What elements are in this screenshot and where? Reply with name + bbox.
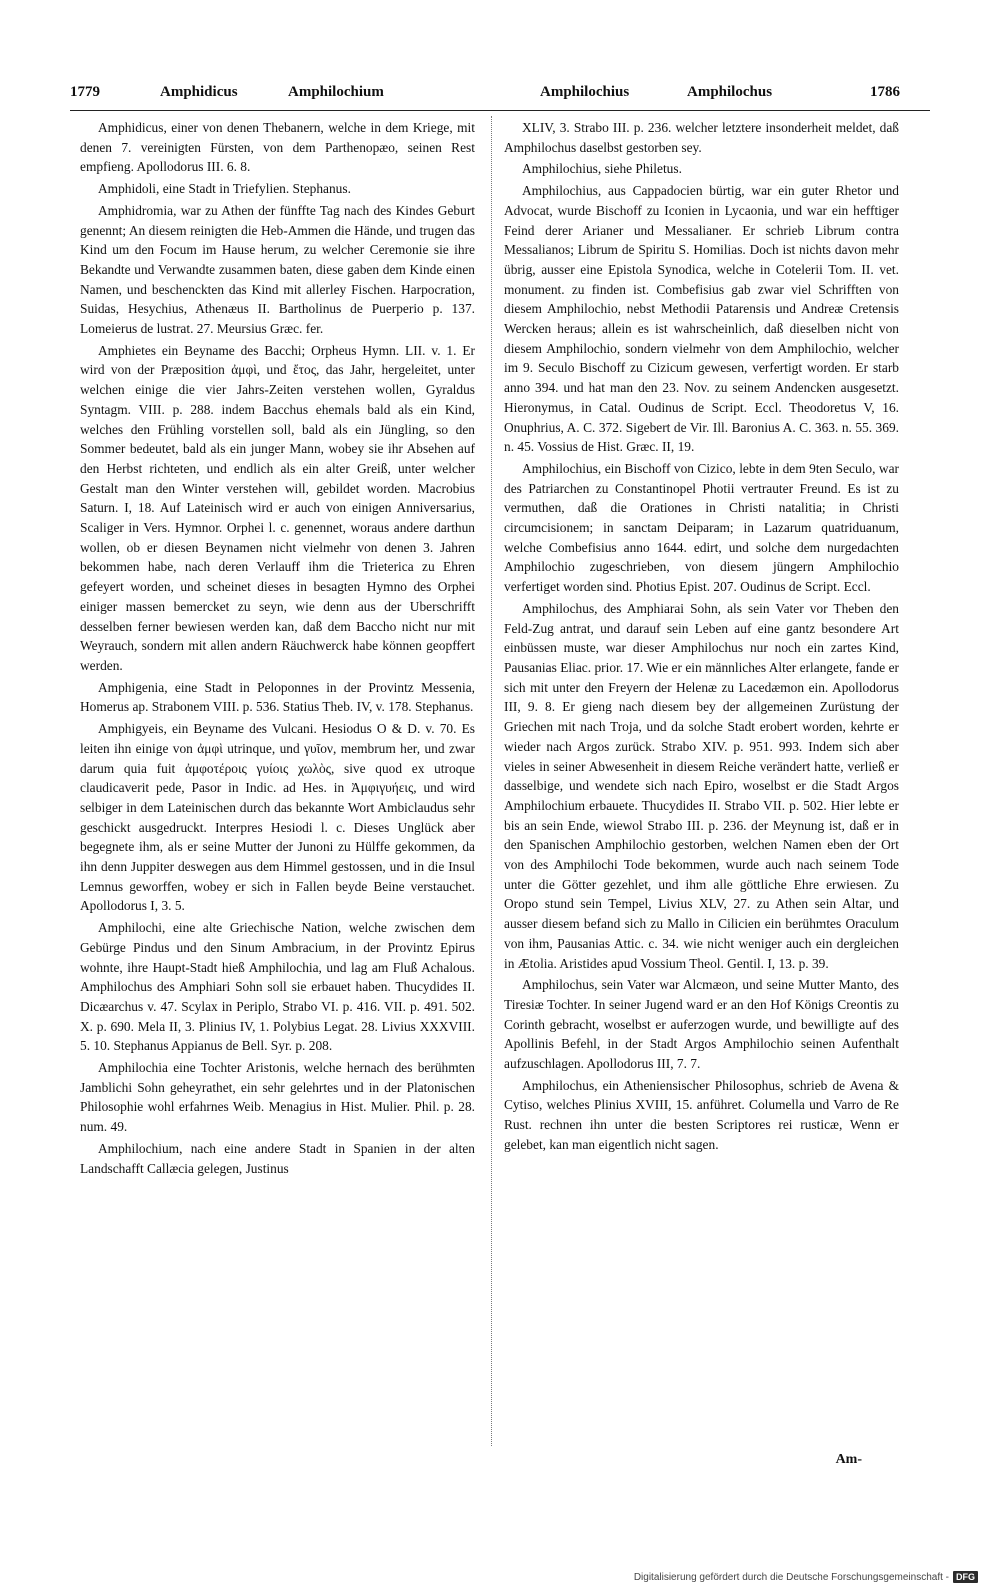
entry-amphidoli: Amphidoli, eine Stadt in Triefylien. Stephanus. bbox=[98, 181, 351, 197]
entry-amphigenia: Amphigenia, eine Stadt in Peloponnes in der Provintz Messenia, Homerus ap. Strabonem VIII. p. 536. Statius Theb. IV, v. 178. Stephanus. bbox=[80, 679, 475, 715]
header-keyword-left-1: Amphidicus bbox=[160, 84, 238, 100]
entry-amphilochus-son-of-alcmaeon: Amphilochus, sein Vater war Alcmæon, und seine Mutter Manto, des Tiresiæ Tochter. In seiner Jugend ward er an den Hof Königs Creontis zu Corinth gebracht, woselbst er auferzogen wurde, und bewilligte auf des Apollinis Befehl, in der Stadt Argos Amphilochio seinen Aufenthalt aufzuschlagen. Apollodorus III, 7. 7. bbox=[504, 977, 899, 1072]
entry-amphilochium-continued: XLIV, 3. Strabo III. p. 236. welcher letztere insonderheit meldet, daß Amphilochus daselbst gestorben sey. bbox=[504, 120, 899, 155]
entry-amphilochi: Amphilochi, eine alte Griechische Nation, welche zwischen dem Gebürge Pindus und den Sinum Ambracium, in der Provintz Epirus wohnte, ihre Haupt-Stadt hieß Amphilochia, und lag am Fluß Achalous. Amphilochus des Amphiari Sohn soll sie erbauet haben. Thucydides II. Dicæarchus v. 47. Scylax in Periplo, Strabo VI. p. 416. VII. p. 491. 502. X. p. 690. Mela II, 3. Plinius IV, 1. Polybius Legat. 28. Livius XXXVIII. 5. 10. Stephanus Appianus de Bell. Syr. p. 208. bbox=[80, 920, 475, 1054]
entry-amphidicus: Amphidicus, einer von denen Thebanern, welche in dem Kriege, mit denen 7. vereinigten Fürsten, von dem Parthenopæo, seinen Rest empfieng. Apollodorus III. 6. 8. bbox=[80, 120, 475, 175]
page-number-right: 1786 bbox=[870, 84, 900, 100]
entry-amphigyeis: Amphigyeis, ein Beyname des Vulcani. Hesiodus O & D. v. 70. Es leiten ihn einige von ἀμφὶ utrinque, und γυῖον, membrum her, und zwar darum quia fuit ἀμφοτέροις γυίοις χωλὸς, sive quod ex utroque claudicaverit pede, Pasor in Indic. ad Hes. in Ἀμφιγυήεις, und wird selbiger in dem Lateinischen durch das bekannte Wort Ambiclaudus sehr geschickt ausgedruckt. Interpres Hesiodi l. c. Dieses Unglück aber begegnete ihm, als er seine Mutter der Junoni zu Hülffe gekommen, da ihn denn Juppiter deswegen aus dem Himmel gestossen, und in die Insul Lemnus geworffen, wobey er sich in Fallen beyde Beine verstauchet. Apollodorus I, 3. 5. bbox=[80, 721, 475, 914]
digitization-footer bbox=[634, 1571, 978, 1583]
entry-amphietes: Amphietes ein Beyname des Bacchi; Orpheus Hymn. LII. v. 1. Er wird von der Præposition ἀμφὶ, und ἔτος, das Jahr, hergeleitet, unter welchen einige die vier Jahrs-Zeiten verstehen wollen, Gyraldus Syntagm. VIII. p. 288. indem Bacchus ehemals bald als ein Kind, welches den Frühling vorstellen soll, bald als ein Jüngling, so den Sommer bedeutet, bald als ein junger Mann, wobey sie ihr Absehen auf den Herbst richteten, und endlich als ein alter Greiß, unter welcher Gestalt man den Winter verstehen will, gebildet worden. Macrobius Saturn. I, 18. Auf Lateinisch wird er auch von einigen Anniversarius, Scaliger in Vers. Hymnor. Orphei l. c. genennet, woraus andere darthun wollen, ob er diesen Beynamen nicht vielmehr von denen 3. Jahren bekommen habe, nach deren Verlauff ihm die Trieterica zu Ehren gefeyert worden, und scheinet dieses in besagten Hymno des Orphei einiger massen bemercket zu seyn, wie denn aus der Uberschrifft desselben ferner bewiesen werden kan, daß dem Baccho nicht nur mit Weyrauch, sondern mit allen andern Räuchwerck habe können geopffert werden. bbox=[80, 342, 475, 673]
column-divider bbox=[491, 116, 493, 1446]
header-keyword-right-1: Amphilochius bbox=[540, 84, 630, 100]
header-keyword-right-2: Amphilochus bbox=[687, 84, 773, 100]
page-number-left: 1779 bbox=[70, 84, 100, 100]
right-column bbox=[504, 118, 899, 1448]
header-keyword-left-2: Amphilochium bbox=[288, 84, 384, 100]
entry-amphilochius-cyzicus: Amphilochius, ein Bischoff von Cizico, lebte in dem 9ten Seculo, war des Patriarchen zu Constantinopel Photii vertrauter Freund. Es ist zu vermuthen, daß die Orationes in Christi natalitia; in Christi circumcisionem; in sanctam Deiparam; in Lazarum quatriduanum, welche Combefisius anno 1644. edirt, und solche dem nurgedachten Amphilochio zugeschrieben, von diesem jüngern Amphilochio verfertiget worden sind. Photius Epist. 207. Oudinus de Script. Eccl. bbox=[504, 460, 899, 595]
dfg-logo: DFG bbox=[953, 1571, 978, 1583]
entry-amphilochium: Amphilochium, nach eine andere Stadt in Spanien in der alten Landschafft Callæcia gelegen, Justinus bbox=[80, 1140, 475, 1176]
footer-text: Digitalisierung gefördert durch die Deutsche Forschungsgemeinschaft - bbox=[633, 1571, 949, 1583]
entry-amphidromia: Amphidromia, war zu Athen der fünffte Tag nach des Kindes Geburt genennt; An diesem reinigten die Heb-Ammen die Hände, und trugen das Kind um den Focum im Hause herum, zu welcher Ceremonie sie ihre Bekandte und Verwandte zusammen baten, diese gaben dem Kinde einen Namen, und beschenckten das Kind mit allerley Fischen. Harpocration, Suidas, Hesychius, Athenæus II. Bartholinus de Puerperio p. 137. Lomeierus de lustrat. 27. Meursius Græc. fer. bbox=[80, 202, 475, 337]
entry-amphilochus-son-of-amphiaraus: Amphilochus, des Amphiarai Sohn, als sein Vater vor Theben den Feld-Zug antrat, und darauf sein Leben auf eine gantz besondere Art einbüssen muste, war dieser Amphilochus nur noch ein zartes Kind, Pausanias Eliac. prior. 17. Wie er ein männliches Alter erlangete, fande er sich mit unter den Freyern der Helenæ zu Lacedæmon ein. Apollodorus III, 9. 8. Er gieng nach diesem bey der allgemeinen Zurüstung der Griechen mit nach Troja, und da solche Stadt erobert worden, kehrte er wieder nach Argos zurück. Strabo XIV. p. 951. 993. Indem sich aber vieles in seiner Abwesenheit in diesem Reiche verändert hatte, verließ er dasselbige, und wendete sich nach Epiro, woselbst er die Stadt Argos Amphilochium erbauete. Thucydides II. Strabo VII. p. 502. Hier lebte er bis an sein Ende, wiewol Strabo III. p. 236. der Meynung ist, daß er in den Spanischen Amphilochio gestorben, welchen Namen eben der Ort von des Amphilochi Tode bekommen, wurde auch nach seinem Tode unter die Götter gezehlet, und ihm alle göttliche Ehre erwiesen. Zu Oropo stund sein Tempel, Livius XLV, 27. zu Athen sein Altar, und ausser diesem befand sich zu Mallo in Cilicien ein berühmtes Oraculum von ihm, Pausanias Attic. c. 34. wie nicht weniger auch ein dergleichen in Ætolia. Aristides apud Vossium Theol. Gentil. I, 13. p. 39. bbox=[504, 600, 899, 971]
entry-amphilochia: Amphilochia eine Tochter Aristonis, welche hernach des berühmten Jamblichi Sohn geheyrathet, ein sehr gelehrtes und in der Platonischen Philosophie wohl erfahrnes Weib. Menagius in Hist. Mulier. Phil. p. 28. num. 49. bbox=[80, 1060, 475, 1135]
entry-amphilochius-see: Amphilochius, siehe Philetus. bbox=[522, 161, 682, 177]
header-rule bbox=[70, 110, 930, 111]
catchword: Am- bbox=[835, 1452, 862, 1467]
entry-amphilochus-athenian: Amphilochus, ein Atheniensischer Philosophus, schrieb de Avena & Cytiso, welches Plinius XVIII, 15. anführet. Columella und Varro de Re Rust. rechnen ihn unter die besten Scriptores rei rusticæ, Wenn er gelebet, kan man eigentlich nicht sagen. bbox=[504, 1077, 899, 1152]
left-column bbox=[80, 118, 475, 1448]
running-header bbox=[70, 84, 930, 112]
entry-amphilochius-iconium: Amphilochius, aus Cappadocien bürtig, war ein guter Rhetor und Advocat, wurde Bischoff zu Iconien in Lycaonia, und war ein hefftiger Feind derer Arianer und Messalianer. Er schrieb Librum contra Messalianos; Librum de Spiritu S. Homilias. Doch ist nichts davon mehr übrig, ausser eine Epistola Synodica, welche in Cotelerii Tom. II. vet. monument. zu finden ist. Combefisius gab zwar viel Schrifften von diesem Amphilochio, nebst Methodii Patarensis und Andreæ Cretensis Wercken heraus; allein es ist wahrscheinlich, daß dieselben nicht von diesem Amphilochio, sondern vielmehr von dem Amphilochio, welcher im 9. Seculo Bischoff zu Cizicum gewesen, verfertigt worden. Er starb anno 394. und hat man den 23. Nov. zu seinem Andencken ausgesetzt. Hieronymus, in Catal. Oudinus de Script. Eccl. Theodoretus V, 16. Onuphrius, A. C. 372. Sigebert de Vir. Ill. Baronius A. C. 363. n. 55. 369. n. 45. Vossius de Hist. Græc. II, 19. bbox=[504, 183, 899, 455]
